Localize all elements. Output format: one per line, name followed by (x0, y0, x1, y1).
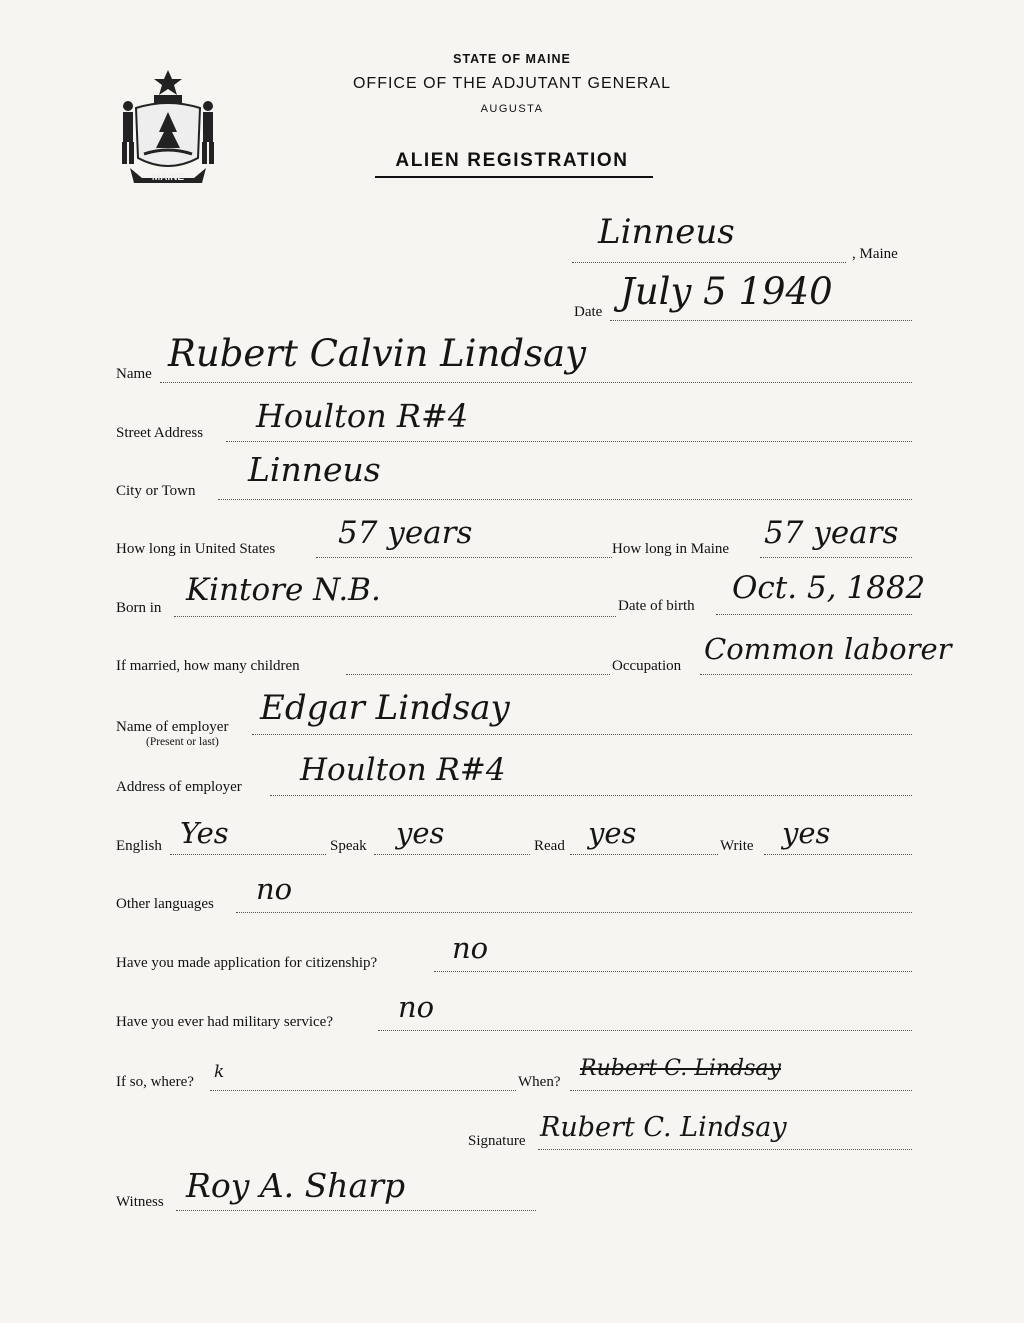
date-value: July 5 1940 (620, 270, 833, 313)
name-value: Rubert Calvin Lindsay (168, 332, 586, 375)
born-in-label: Born in (116, 600, 162, 616)
read-line (570, 854, 718, 855)
read-label: Read (534, 838, 565, 854)
employer-name-label: Name of employer (116, 719, 229, 735)
military-line (378, 1030, 912, 1031)
town-line (572, 262, 846, 263)
city-label: City or Town (116, 483, 196, 499)
employer-name-value: Edgar Lindsay (260, 688, 510, 728)
citizenship-line (434, 971, 912, 972)
other-languages-line (236, 912, 912, 913)
office-heading: OFFICE OF THE ADJUTANT GENERAL (352, 75, 672, 92)
occupation-value: Common laborer (704, 632, 952, 666)
if-married-line (346, 674, 610, 675)
date-line (610, 320, 912, 321)
date-label: Date (574, 304, 603, 320)
occupation-line (700, 674, 912, 675)
city-heading: AUGUSTA (480, 103, 544, 115)
city-value: Linneus (248, 450, 381, 489)
date-of-birth-value: Oct. 5, 1882 (732, 570, 926, 606)
english-value: Yes (180, 816, 229, 850)
occupation-label: Occupation (612, 658, 682, 674)
born-in-line (174, 616, 616, 617)
form-title: ALIEN REGISTRATION (395, 150, 629, 171)
other-languages-label: Other languages (116, 896, 214, 912)
speak-line (374, 854, 530, 855)
employer-address-label: Address of employer (116, 779, 242, 795)
title-underline (375, 176, 653, 178)
how-long-us-label: How long in United States (116, 541, 276, 557)
how-long-maine-line (760, 557, 912, 558)
witness-line (176, 1210, 536, 1211)
witness-label: Witness (116, 1194, 164, 1210)
if-so-where-value: k (214, 1062, 225, 1082)
speak-value: yes (396, 816, 445, 850)
name-label: Name (116, 366, 152, 382)
signature-label: Signature (468, 1133, 526, 1149)
write-line (764, 854, 912, 855)
employer-name-line (252, 734, 912, 735)
employer-address-value: Houlton R#4 (300, 752, 506, 788)
if-married-label: If married, how many children (116, 658, 300, 674)
if-so-where-line (210, 1090, 516, 1091)
citizenship-value: no (452, 931, 489, 965)
military-label: Have you ever had military service? (116, 1014, 333, 1030)
speak-label: Speak (330, 838, 367, 854)
state-heading: STATE OF MAINE (453, 52, 571, 66)
how-long-us-value: 57 years (338, 515, 473, 551)
military-value: no (398, 990, 435, 1024)
employer-address-line (270, 795, 912, 796)
date-of-birth-label: Date of birth (618, 598, 695, 614)
write-value: yes (782, 816, 831, 850)
city-line (218, 499, 912, 500)
how-long-maine-value: 57 years (764, 515, 899, 551)
how-long-us-line (316, 557, 612, 558)
witness-value: Roy A. Sharp (186, 1166, 406, 1205)
if-so-where-label: If so, where? (116, 1074, 194, 1090)
maine-label: , Maine (852, 246, 898, 262)
when-line (570, 1090, 912, 1091)
street-address-line (226, 441, 912, 442)
english-line (170, 854, 326, 855)
how-long-maine-label: How long in Maine (612, 541, 730, 557)
svg-text:MAINE: MAINE (151, 172, 185, 183)
signature-value: Rubert C. Lindsay (540, 1112, 787, 1143)
present-or-last-label: (Present or last) (146, 736, 219, 748)
date-of-birth-line (716, 614, 912, 615)
other-languages-value: no (256, 872, 293, 906)
street-address-value: Houlton R#4 (256, 397, 469, 435)
town-value: Linneus (598, 212, 735, 252)
born-in-value: Kintore N.B. (186, 572, 381, 608)
citizenship-label: Have you made application for citizenship? (116, 955, 378, 971)
when-struck-value: Rubert C. Lindsay (580, 1056, 781, 1081)
when-label: When? (518, 1074, 561, 1090)
name-line (160, 382, 912, 383)
read-value: yes (588, 816, 637, 850)
write-label: Write (720, 838, 754, 854)
street-address-label: Street Address (116, 425, 204, 441)
signature-line (538, 1149, 912, 1150)
english-label: English (116, 838, 162, 854)
